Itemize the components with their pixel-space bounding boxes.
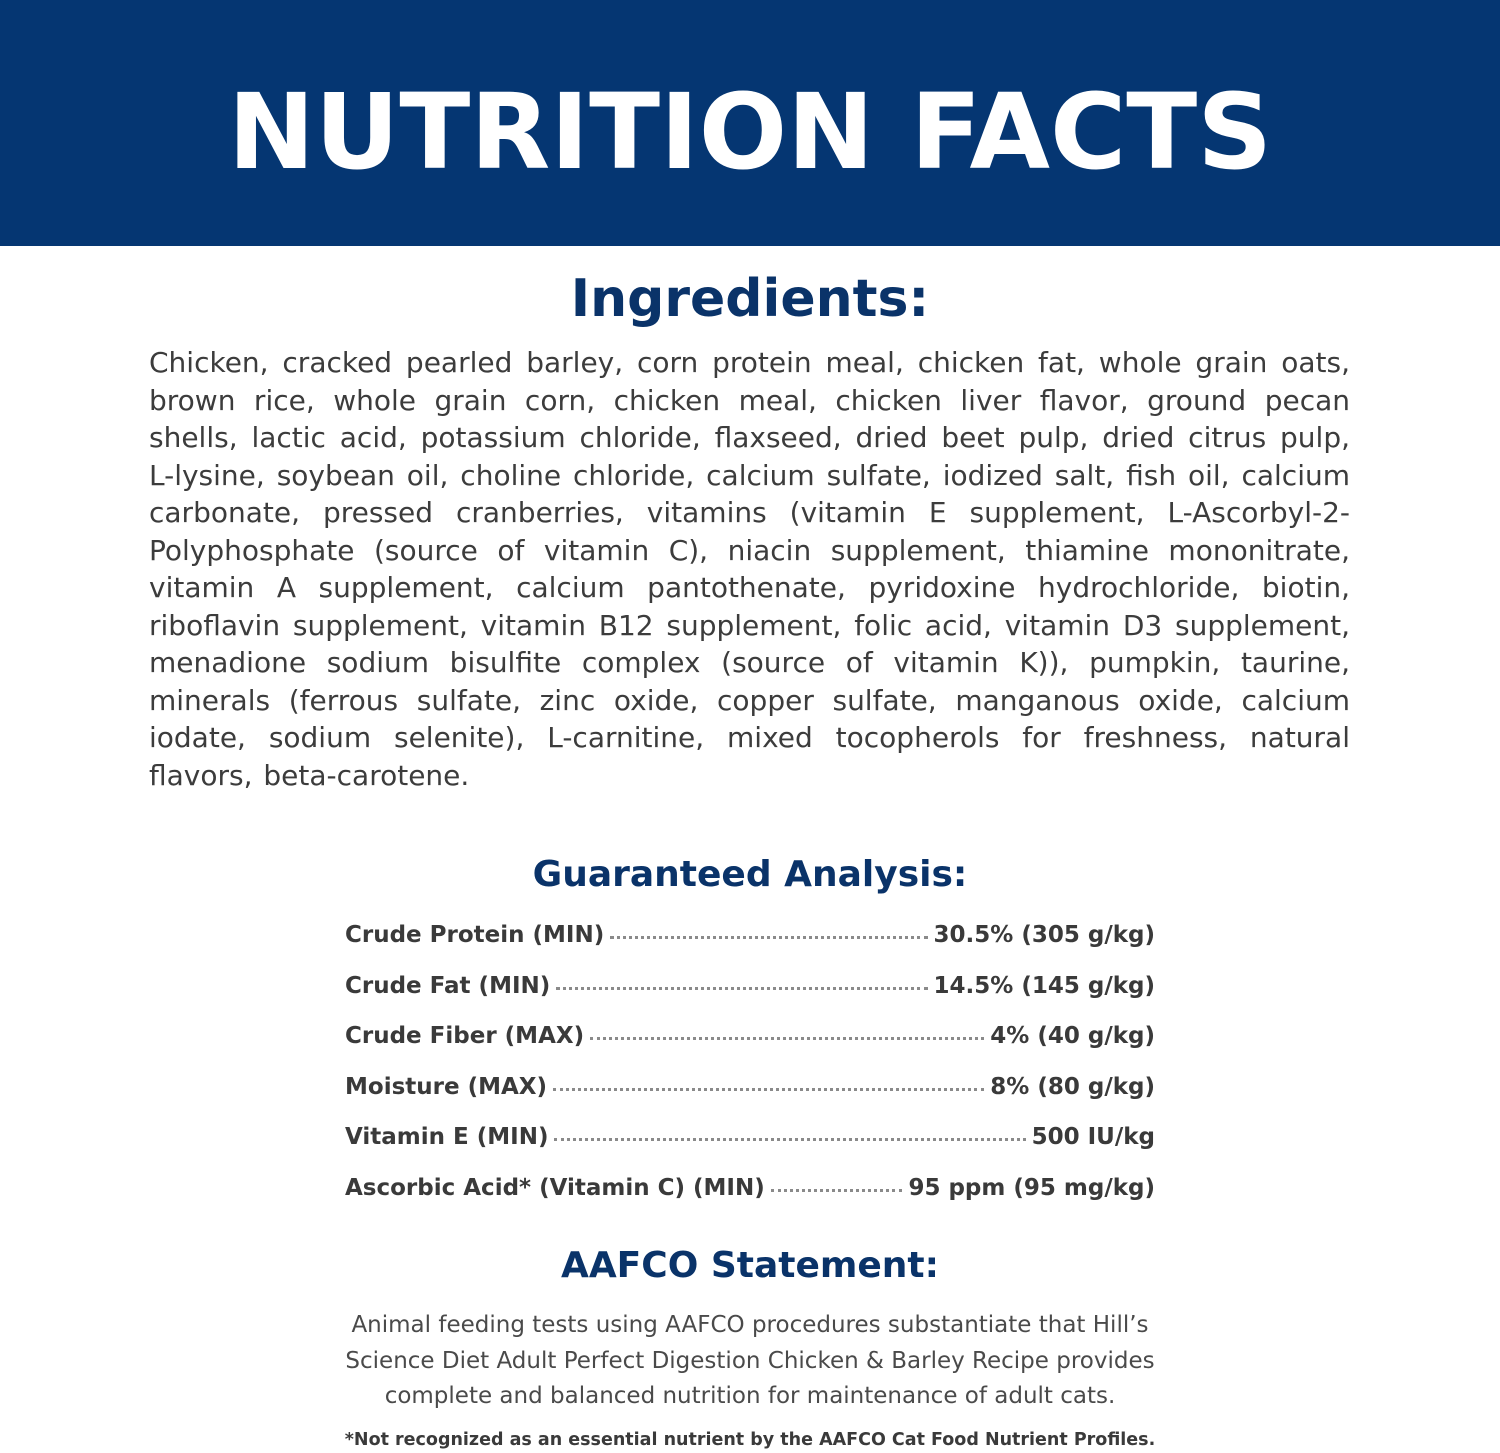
guaranteed-analysis-heading: Guaranteed Analysis: xyxy=(532,854,968,895)
aafco-statement-heading: AAFCO Statement: xyxy=(560,1245,940,1286)
title-banner xyxy=(0,0,1500,246)
ingredients-heading: Ingredients: xyxy=(570,269,930,329)
dot-leader xyxy=(553,1088,984,1091)
analysis-label: Moisture (MAX) xyxy=(345,1073,548,1100)
analysis-row-crude-fat xyxy=(345,973,1155,1024)
dot-leader xyxy=(556,987,927,990)
analysis-label: Crude Fat (MIN) xyxy=(345,972,551,999)
dot-leader xyxy=(771,1189,903,1192)
analysis-label: Vitamin E (MIN) xyxy=(345,1124,549,1151)
dot-leader xyxy=(590,1037,984,1040)
analysis-label: Crude Fiber (MAX) xyxy=(345,1023,585,1050)
analysis-label: Crude Protein (MIN) xyxy=(345,922,605,948)
analysis-row-crude-protein xyxy=(345,922,1155,973)
analysis-row-moisture xyxy=(345,1074,1155,1125)
ingredients-text: Chicken, cracked pearled barley, corn protein meal, chicken fat, whole grain oats, brown rice, whole grain corn, chicken meal, chicken liver flavor, ground pecan shells, lactic acid, potassium chloride, flaxseed, dried beet pulp, dried citrus pulp, L-lysine, soybean oil, choline chloride, calcium sulfate, iodized salt, fish oil, calcium carbonate, pressed cranberries, vitamins (vitamin E supplement, L-Ascorbyl-2-Polyphosphate (source of vitamin C), niacin supplement, thiamine mononitrate, vitamin A supplement, calcium pantothenate, pyridoxine hydrochloride, biotin, riboflavin supplement, vitamin B12 supplement, folic acid, vitamin D3 supplement, menadione sodium bisulfite complex (source of vitamin K)), pumpkin, taurine, minerals (ferrous sulfate, zinc oxide, copper sulfate, manganous oxide, calcium iodate, sodium selenite), L-carnitine, mixed tocopherols for freshness, natural flavors, beta-carotene. xyxy=(149,346,1350,792)
dot-leader xyxy=(554,1138,1025,1141)
page-title: NUTRITION FACTS xyxy=(227,71,1273,193)
dot-leader xyxy=(610,936,927,939)
guaranteed-analysis-list xyxy=(345,922,1155,1226)
analysis-value: 8% (80 g/kg) xyxy=(990,1073,1155,1100)
analysis-value: 4% (40 g/kg) xyxy=(990,1023,1155,1050)
footnote: *Not recognized as an essential nutrient by the AAFCO Cat Food Nutrient Profiles. xyxy=(344,1430,1156,1450)
analysis-value: 500 IU/kg xyxy=(1031,1124,1155,1151)
analysis-value: 30.5% (305 g/kg) xyxy=(933,922,1155,948)
analysis-value: 95 ppm (95 mg/kg) xyxy=(908,1174,1155,1201)
analysis-row-vitamin-e xyxy=(345,1124,1155,1175)
analysis-row-ascorbic-acid xyxy=(345,1175,1155,1226)
analysis-row-crude-fiber xyxy=(345,1023,1155,1074)
analysis-value: 14.5% (145 g/kg) xyxy=(933,972,1155,999)
analysis-label: Ascorbic Acid* (Vitamin C) (MIN) xyxy=(345,1174,765,1201)
aafco-statement-text: Animal feeding tests using AAFCO procedures substantiate that Hill’s Science Diet Adult Perfect Digestion Chicken & Barley Recipe provides complete and balanced nutrition for maintenance of adult cats. xyxy=(345,1312,1155,1409)
